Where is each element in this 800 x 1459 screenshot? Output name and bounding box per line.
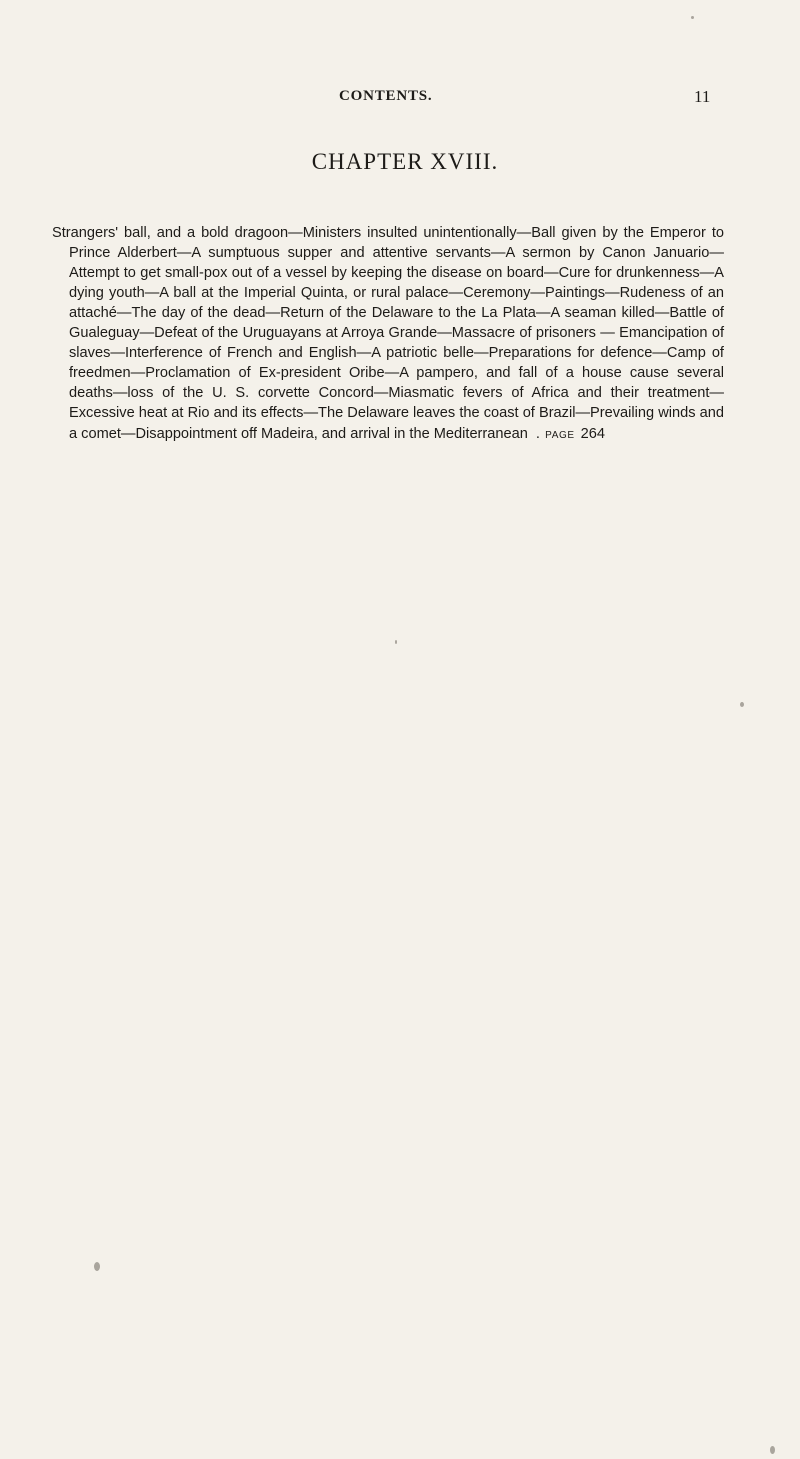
chapter-summary-text: Strangers' ball, and a bold dragoon—Ministers insulted unintentionally—Ball given by the Emperor to Prince Alderbert—A sumptuous supper and attentive servants—A sermon by Canon Januario—Attempt to get small-pox out of a vessel by keeping the disease on board—Cure for drunkenness—A dying youth—A ball at the Imperial Quinta, or rural palace—Ceremony—Paintings—Rudeness of an attaché—The day of the dead—Return of the Delaware to the La Plata—A seaman killed—Battle of Gualeguay—Defeat of the Uruguayans at Arroya Grande—Massacre of prisoners — Emancipation of slaves—Interference of French and English—A patriotic belle—Preparations for defence—Camp of freedmen—Proclamation of Ex-president Oribe—A pampero, and fall of a house cause several deaths—loss of the U. S. corvette Concord—Miasmatic fevers of Africa and their treatment—Excessive heat at Rio and its effects—The Delaware leaves the coast of Brazil—Prevailing winds and a comet—Disappointment off Madeira, and arrival in the Mediterranean: [52, 224, 724, 442]
page-number: 11: [694, 87, 711, 106]
page-reference-label: . page: [535, 425, 575, 442]
paper-speck: [770, 1446, 775, 1454]
paper-speck: [94, 1262, 100, 1271]
chapter-summary: [52, 223, 724, 444]
paper-speck: [395, 640, 397, 644]
paper-speck: [691, 16, 694, 19]
page-reference-number: 264: [580, 425, 605, 442]
running-title: CONTENTS.: [339, 88, 433, 104]
running-head: [0, 88, 800, 110]
chapter-title: CHAPTER XVIII.: [311, 149, 499, 174]
paper-speck: [740, 702, 744, 707]
